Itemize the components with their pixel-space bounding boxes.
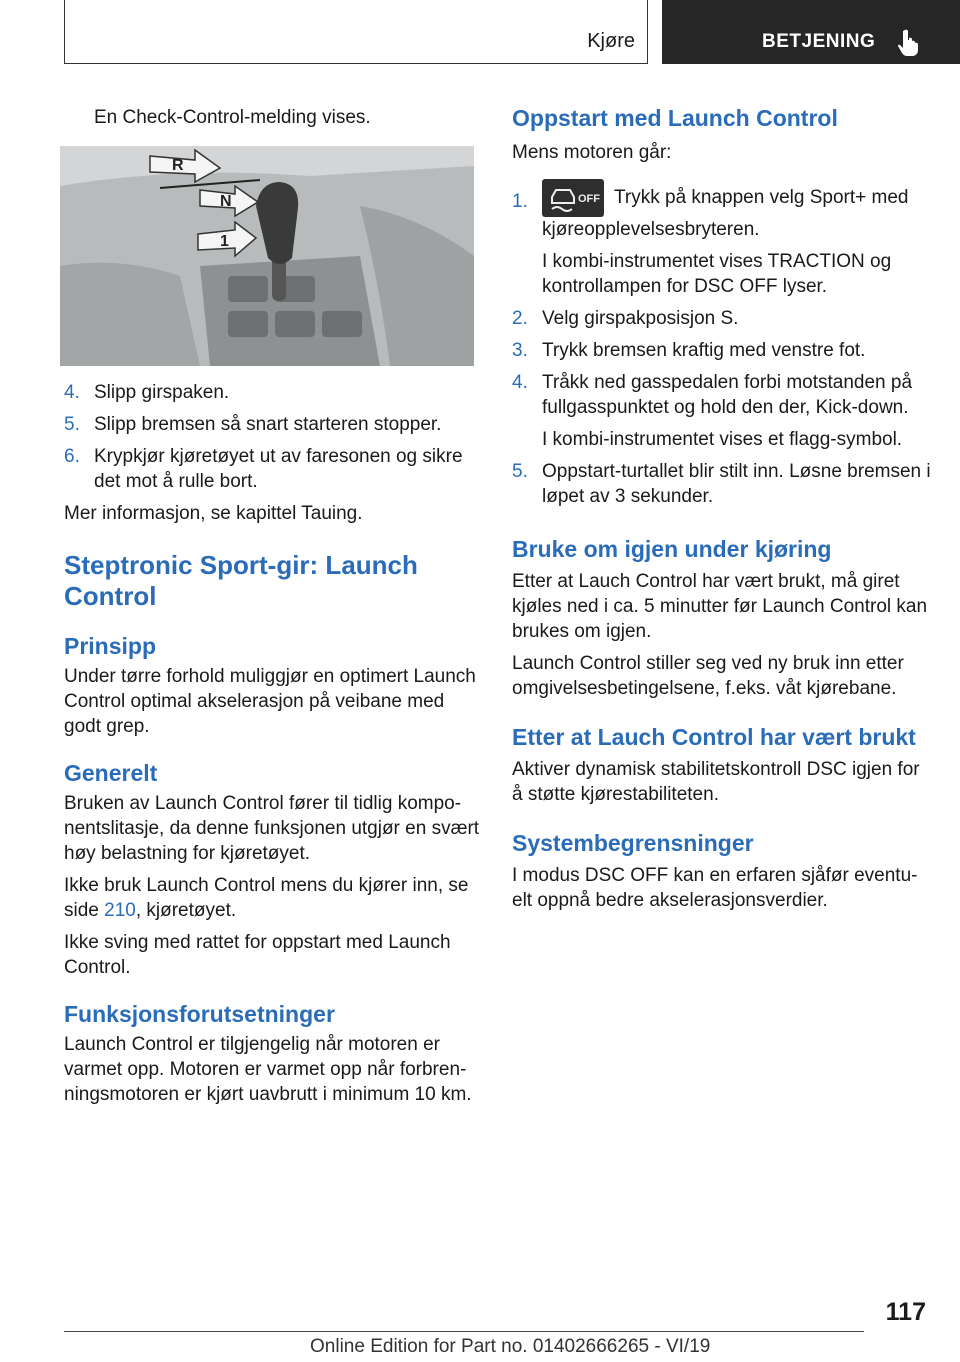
step-text: Slipp girspaken. xyxy=(94,382,230,403)
text-etter: Aktiver dynamisk stabilitetskontroll DSC igjen for å støtte kjørestabiliteten. xyxy=(512,759,920,805)
hand-pointer-icon xyxy=(896,28,920,56)
step-number: 4. xyxy=(512,372,528,393)
list-item xyxy=(512,370,932,420)
edition-text: Online Edition for Part no. 01402666265 - VI/19 xyxy=(310,1336,711,1357)
steps-list-right xyxy=(512,179,932,509)
list-item xyxy=(64,412,484,437)
list-item xyxy=(512,459,932,509)
arrow-1-label: 1 xyxy=(220,233,229,250)
list-item xyxy=(512,179,932,242)
text-bruke-2: Launch Control stiller seg ved ny bruk inn etter omgivelsesbetingelsene, f.eks. våt kjørebane. xyxy=(512,653,904,699)
step-content xyxy=(542,179,932,242)
text-generelt-2 xyxy=(64,873,484,923)
text-generelt-2-pre: Ikke bruk Launch Control mens du kjører inn, se side xyxy=(64,875,469,921)
header-box xyxy=(64,0,648,64)
step-text: Oppstart-turtallet blir stilt inn. Løsne bremsen i løpet av 3 sekunder. xyxy=(542,461,931,507)
step-text: Trykk bremsen kraftig med venstre fot. xyxy=(542,340,866,361)
heading-system: Systembegrensninger xyxy=(512,830,754,856)
list-item xyxy=(64,444,484,494)
step-text: Krypkjør kjøretøyet ut av faresonen og sikre det mot å rulle bort. xyxy=(94,446,463,492)
step-subtext: I kombi-instrumentet vises TRACTION og kontrollampen for DSC OFF lyser. xyxy=(542,251,892,297)
text-bruke-1: Etter at Lauch Control har vært brukt, må giret kjøles ned i ca. 5 minutter før Launch Control kan brukes om igjen. xyxy=(512,571,928,642)
list-item xyxy=(512,306,932,331)
step-number: 5. xyxy=(64,414,80,435)
text-prinsipp: Under tørre forhold muliggjør en optimert Launch Control optimal akselerasjon på veibane med godt grep. xyxy=(64,666,476,737)
left-column xyxy=(64,100,484,1107)
heading-funksjon: Funksjonsforutsetninger xyxy=(64,1001,335,1027)
right-column xyxy=(512,100,932,913)
text-system: I modus DSC OFF kan en erfaren sjåfør eventu-elt oppnå bedre akselerasjonsverdier. xyxy=(512,865,918,911)
text-generelt-3: Ikke sving med rattet for oppstart med Launch Control. xyxy=(64,932,451,978)
text-generelt-2-post: , kjøretøyet. xyxy=(135,900,237,921)
page-number: 117 xyxy=(885,1298,926,1326)
step-number: 2. xyxy=(512,308,528,329)
main-heading: Steptronic Sport-gir: Launch Control xyxy=(64,550,418,611)
heading-etter: Etter at Lauch Control har vært brukt xyxy=(512,724,916,750)
step-subtext: I kombi-instrumentet vises et flagg-symbol. xyxy=(542,429,903,450)
intro-text: En Check-Control-melding vises. xyxy=(94,107,371,128)
heading-generelt: Generelt xyxy=(64,760,158,786)
footer-divider xyxy=(64,1331,864,1332)
step-number: 6. xyxy=(64,446,80,467)
more-info-text: Mer informasjon, se kapittel Tauing. xyxy=(64,503,363,524)
step-number: 5. xyxy=(512,461,528,482)
section-title: BETJENING xyxy=(762,31,876,52)
gear-selector-figure xyxy=(60,146,474,366)
list-item xyxy=(512,338,932,363)
text-funksjon: Launch Control er tilgjengelig når motoren er varmet opp. Motoren er varmet opp når forbren-ningsmotoren er kjørt uavbrutt i minimum 10 km. xyxy=(64,1034,472,1105)
gear-selector-illustration xyxy=(60,146,474,366)
text-generelt-1: Bruken av Launch Control fører til tidlig kompo-nentslitasje, da denne funksjonen utgjør en svært høy belastning for kjøretøyet. xyxy=(64,793,480,864)
step-number: 3. xyxy=(512,340,528,361)
steps-list-left xyxy=(64,380,484,494)
step-text: Trykk på knappen velg Sport+ med kjøreopplevelsesbryteren. xyxy=(542,187,909,240)
button-off-label: OFF xyxy=(578,193,600,205)
heading-prinsipp: Prinsipp xyxy=(64,633,157,659)
page-reference-link[interactable]: 210 xyxy=(104,900,136,921)
step-text: Tråkk ned gasspedalen forbi motstanden på fullgasspunktet og hold den der, Kick-down. xyxy=(542,372,913,418)
step-text: Velg girspakposisjon S. xyxy=(542,308,739,329)
list-item xyxy=(64,380,484,405)
text-oppstart: Mens motoren går: xyxy=(512,142,672,163)
step-text: Slipp bremsen så snart starteren stopper. xyxy=(94,414,442,435)
chapter-title: Kjøre xyxy=(587,30,635,52)
step-number: 4. xyxy=(64,382,80,403)
dsc-off-button-icon xyxy=(542,179,604,217)
step-number: 1. xyxy=(512,191,528,212)
heading-bruke: Bruke om igjen under kjøring xyxy=(512,536,832,562)
arrow-r-label: R xyxy=(172,157,184,174)
heading-oppstart: Oppstart med Launch Control xyxy=(512,105,838,131)
arrow-n-label: N xyxy=(220,193,232,210)
